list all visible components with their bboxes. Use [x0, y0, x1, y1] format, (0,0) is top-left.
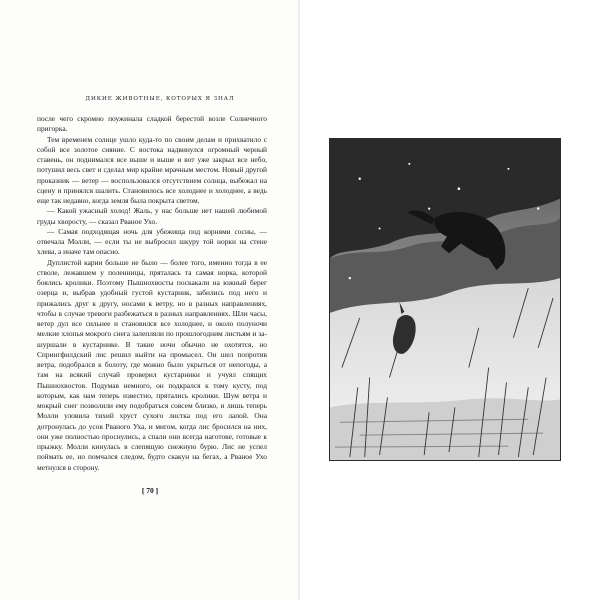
- paragraph-1: после чего скромно поужинала сладкой берестой возле Солнечного пригорка.: [37, 114, 267, 134]
- paragraph-5: [37, 258, 267, 473]
- running-head: ДИКИЕ ЖИВОТНЫЕ, КОТОРЫХ Я ЗНАЛ: [85, 96, 235, 102]
- paragraph-5-end: Молли кинулась в слепящую снежную бурю.: [66, 442, 219, 451]
- illustration-drawing: [330, 139, 560, 460]
- illustration-fox-rabbit: [329, 138, 561, 461]
- paragraph-3: — Какой ужасный холод! Жаль, у нас больше нет нашей любимой груды хворосту, — сказал Рваное Ухо.: [37, 206, 267, 226]
- paragraph-2: Тем временем солнце ушло куда-то по своим делам и прихватило с собой все золотое сияние. С востока надвинулся огромный черный ставень, он поднимался все выше и выше и вот уже закрыл все небо, потушил весь свет и сделал мир крайне мрачным местом. Новый другой проказник — ветер — воспользовался отсутствием солнца, выбежал на сцену и принялся шалить. Становилось все холоднее и холоднее, а ведь еще так недавно, когда земля была покрыта светом.: [37, 134, 267, 205]
- page-number: [ 70 ]: [141, 486, 159, 495]
- paragraph-4: — Самая подходящая ночь для убежища под корнями сосны, — отвечала Молли, — если ты не выбросил шкуру той норки на стене хлева, а иначе там опасно.: [37, 226, 267, 257]
- paragraph-6: Лис не успел поймать ее, но помчался следом, будто скакун на бегах, а Рваное Ухо метнулся в сторону.: [37, 442, 267, 472]
- body-text: [37, 114, 267, 473]
- paragraph-5-text: Дуплистой карии больше не было — более того, именно тогда в ее стволе, лежавшем у поленницы, пряталась та самая норка, которой боялись кролики. Поэтому Пышнохвосты поскакали на южный берег озерца и, выбрав удобный густой кустарник, забились под него и прижались друг к другу, носами к ветру, но в разных направлениях, чтобы в случае тревоги разбежаться в разных направлениях. Шли часы, ветер дул все сильнее и становился все холоднее, и около полуночи мелкие хлопья мокрого снега залепляли по прошлогодним листьям и зашуршали в кустарнике. В такие ночи обычно не охотятся, но Спрингфилдский лис решил выйти на промысел. Он шел попротив ветра, подобрался к болоту, где можно было укрыться от непогоды, а там на всякий случай проверил кустарники и учуял спящих Пышнохвостов. Подумав немного, он подкрался к тому кусту, под которым, как нам теперь известно, прятались кролики. Шум ветра и мокрый снег позволили ему подобраться совсем близко, и лишь теперь Молли уловила тихий хруст сухого листка под его лапой. Она дотронулась до усов Рваного Уха, и мигом, когда лис бросился на них, они уже полностью проснулись, а спали они всегда наготове, готовые к прыжку.: [37, 257, 267, 451]
